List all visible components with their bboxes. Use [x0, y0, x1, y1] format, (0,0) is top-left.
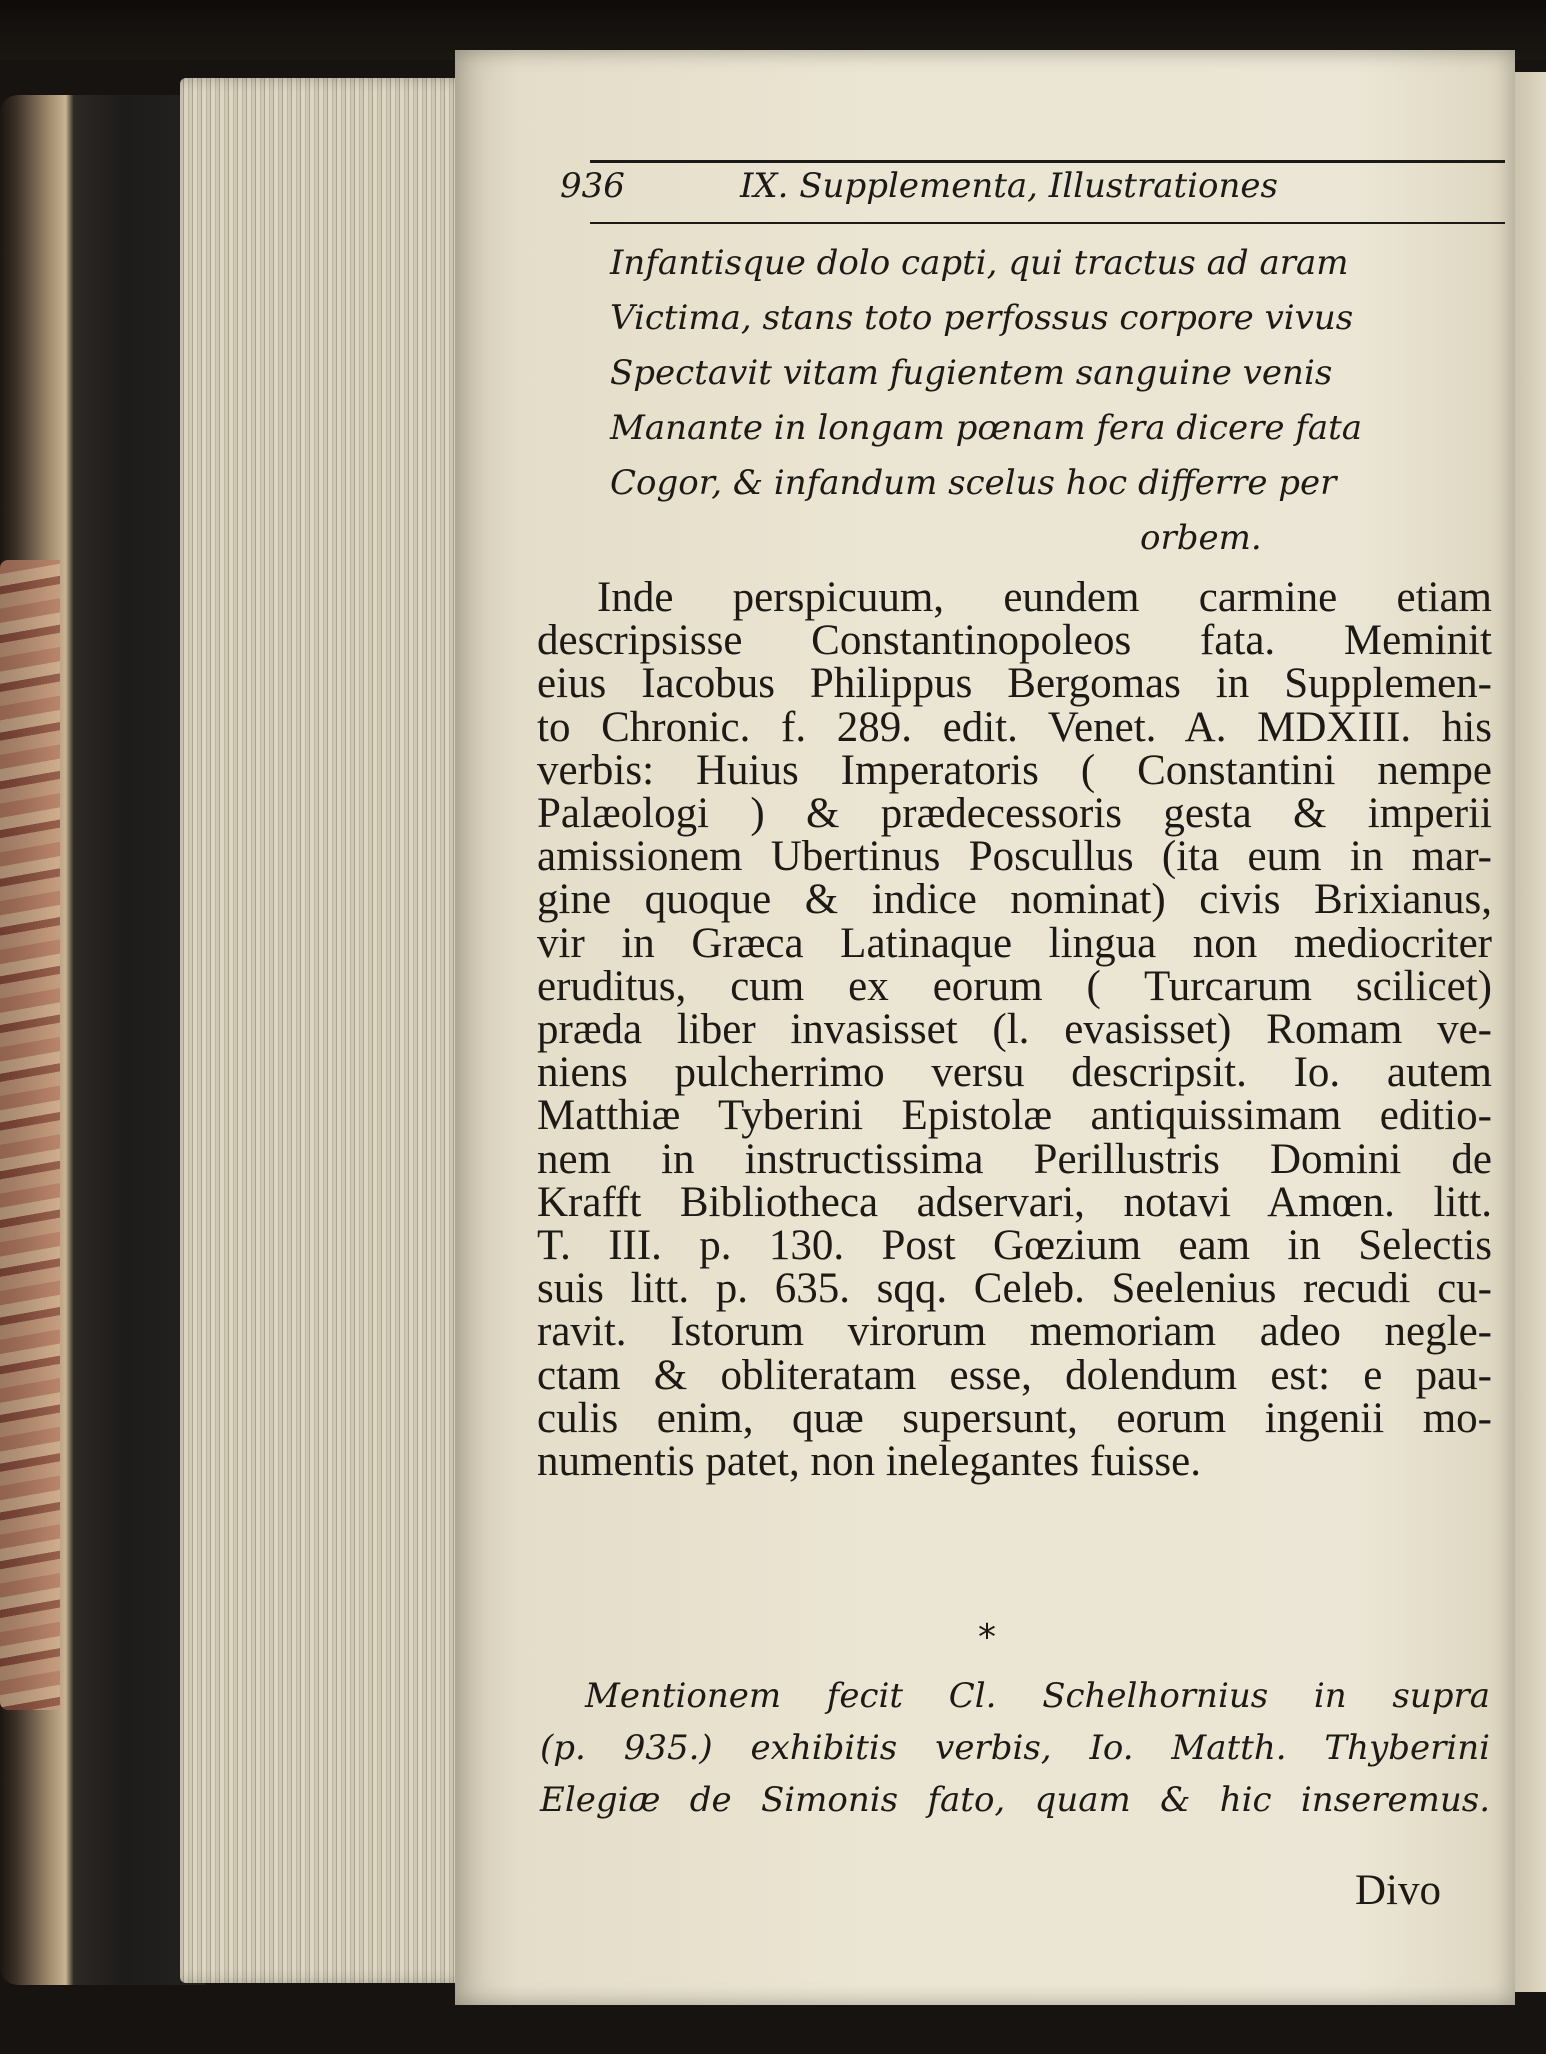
note-paragraph	[540, 1670, 1490, 1826]
text-line: ctam & obliteratam esse, dolendum est: e pau-	[537, 1351, 1492, 1399]
text-line: vir in Græca Latinaque lingua non mediocriter	[537, 919, 1492, 967]
text-line: Palæologi ) & prædecessoris gesta & imperii	[537, 790, 1492, 838]
text-line: Matthiæ Tyberini Epistolæ antiquissimam editio-	[537, 1092, 1492, 1140]
text-line: eius Iacobus Philippus Bergomas in Supplemen-	[537, 660, 1492, 708]
running-title: IX. Supplementa, Illustrationes	[740, 166, 1278, 206]
page-block-edges	[180, 78, 470, 1983]
note-line: Elegiæ de Simonis fato, quam & hic inseremus.	[540, 1780, 1490, 1820]
verse-line: orbem.	[1140, 518, 1262, 558]
text-line: culis enim, quæ supersunt, eorum ingenii mo-	[537, 1394, 1492, 1442]
text-line: niens pulcherrimo versu descripsit. Io. autem	[537, 1049, 1492, 1097]
text-line: verbis: Huius Imperatoris ( Constantini nempe	[537, 746, 1492, 794]
text-line: Krafft Bibliotheca adservari, notavi Amœn. litt.	[537, 1178, 1492, 1226]
verse-line: Infantisque dolo capti, qui tractus ad aram	[610, 243, 1349, 283]
verse-line: Cogor, & infandum scelus hoc differre per	[610, 463, 1337, 503]
text-line: eruditus, cum ex eorum ( Turcarum scilicet)	[537, 962, 1492, 1010]
page-number: 936	[560, 166, 625, 206]
verse-line: Spectavit vitam fugientem sanguine venis	[610, 353, 1333, 393]
text-line: suis litt. p. 635. sqq. Celeb. Seelenius recudi cu-	[537, 1265, 1492, 1313]
body-paragraph	[537, 574, 1492, 1486]
marbled-cover-edge	[0, 560, 60, 1710]
text-line: nem in instructissima Perillustris Domini de	[537, 1135, 1492, 1183]
verse-block	[610, 236, 1490, 566]
note-line: (p. 935.) exhibitis verbis, Io. Matth. Thyberini	[540, 1728, 1490, 1768]
verse-line: Victima, stans toto perfossus corpore vivus	[610, 298, 1354, 338]
catchword: Divo	[1355, 1867, 1441, 1914]
header-rule-bottom	[590, 222, 1505, 224]
section-separator: *	[978, 1617, 996, 1658]
text-line: amissionem Ubertinus Poscullus (ita eum in mar-	[537, 833, 1492, 881]
text-line: T. III. p. 130. Post Gœzium eam in Selectis	[537, 1222, 1492, 1270]
text-line: Inde perspicuum, eundem carmine etiam	[597, 574, 1492, 621]
verse-line: Manante in longam pœnam fera dicere fata	[610, 408, 1363, 448]
text-line: descripsisse Constantinopoleos fata. Meminit	[537, 617, 1492, 665]
text-line: ravit. Istorum virorum memoriam adeo negle-	[537, 1308, 1492, 1356]
text-line: numentis patet, non inelegantes fuisse.	[537, 1438, 1201, 1486]
text-line: præda liber invasisset (l. evasisset) Romam ve-	[537, 1006, 1492, 1054]
header-rule-top	[590, 160, 1505, 163]
note-line: Mentionem fecit Cl. Schelhornius in supra	[585, 1676, 1490, 1716]
text-line: to Chronic. f. 289. edit. Venet. A. MDXIII. his	[537, 703, 1492, 751]
facing-page-edge	[1515, 72, 1546, 1992]
text-line: gine quoque & indice nominat) civis Brixianus,	[537, 876, 1492, 924]
